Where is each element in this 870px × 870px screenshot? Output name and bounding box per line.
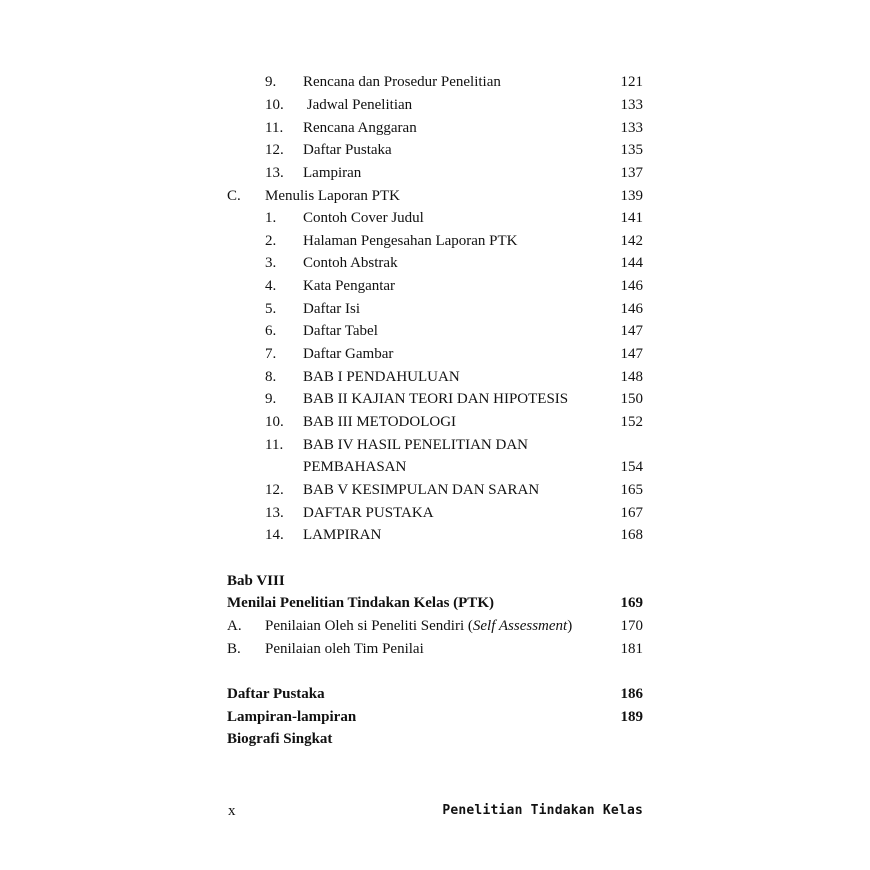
entry-number: 9. xyxy=(265,391,277,407)
entry-title: Contoh Abstrak xyxy=(303,255,398,271)
entry-title: Daftar Gambar xyxy=(303,346,394,362)
entry-page: 146 xyxy=(620,301,643,317)
toc-entry xyxy=(0,117,870,139)
entry-title: Kata Pengantar xyxy=(303,278,396,294)
entry-page: 147 xyxy=(620,323,643,339)
toc-section xyxy=(0,615,870,637)
entry-title: BAB III METODOLOGI xyxy=(303,414,457,430)
entry-number: 10. xyxy=(265,97,284,113)
section-page: 181 xyxy=(620,641,643,657)
chapter-heading xyxy=(0,570,870,592)
entry-page: 133 xyxy=(620,97,643,113)
toc-entry xyxy=(0,524,870,546)
end-entry-page: 186 xyxy=(620,686,643,702)
entry-page: 152 xyxy=(620,414,643,430)
toc-entry xyxy=(0,162,870,184)
entry-page: 154 xyxy=(620,459,643,475)
entry-number: 7. xyxy=(265,346,277,362)
chapter-page: 169 xyxy=(620,595,643,611)
entry-title: Contoh Cover Judul xyxy=(303,210,424,226)
toc-entry xyxy=(0,411,870,433)
entry-page: 150 xyxy=(620,391,643,407)
entry-page: 137 xyxy=(620,165,643,181)
end-entry xyxy=(0,683,870,705)
entry-number: 11. xyxy=(265,120,284,136)
entry-number: 13. xyxy=(265,505,284,521)
section-letter: B. xyxy=(227,641,241,657)
entry-page: 148 xyxy=(620,369,643,385)
toc-entry xyxy=(0,366,870,388)
end-entry xyxy=(0,728,870,750)
entry-number: 5. xyxy=(265,301,277,317)
entry-number: 10. xyxy=(265,414,284,430)
section-title-text: Penilaian Oleh si Peneliti Sendiri ( xyxy=(265,618,473,634)
toc-entry xyxy=(0,502,870,524)
entry-title: BAB I PENDAHULUAN xyxy=(303,369,460,385)
toc-entry xyxy=(0,207,870,229)
entry-number: 2. xyxy=(265,233,277,249)
entry-page: 146 xyxy=(620,278,643,294)
entry-number: 8. xyxy=(265,369,277,385)
section-title: Menulis Laporan PTK xyxy=(265,188,400,204)
end-entry xyxy=(0,706,870,728)
toc-entry xyxy=(0,71,870,93)
toc-entry xyxy=(0,275,870,297)
section-page: 139 xyxy=(620,188,643,204)
section-letter: C. xyxy=(227,188,241,204)
section-title-close: ) xyxy=(567,618,573,634)
entry-page: 147 xyxy=(620,346,643,362)
entry-number: 11. xyxy=(265,437,284,453)
entry-page: 168 xyxy=(620,527,643,543)
chapter-title: Menilai Penelitian Tindakan Kelas (PTK) xyxy=(227,595,494,611)
toc-entry xyxy=(0,139,870,161)
entry-title: Lampiran xyxy=(303,165,362,181)
entry-title: Daftar Tabel xyxy=(303,323,378,339)
entry-title: BAB V KESIMPULAN DAN SARAN xyxy=(303,482,540,498)
end-entry-title: Daftar Pustaka xyxy=(227,686,325,702)
entry-number: 12. xyxy=(265,482,284,498)
entry-title: Rencana Anggaran xyxy=(303,120,417,136)
entry-title: BAB II KAJIAN TEORI DAN HIPOTESIS xyxy=(303,391,569,407)
entry-number: 4. xyxy=(265,278,277,294)
entry-title: BAB IV HASIL PENELITIAN DAN xyxy=(303,437,528,453)
entry-page: 165 xyxy=(620,482,643,498)
toc-entry-continued xyxy=(0,456,870,478)
section-page: 170 xyxy=(620,618,643,634)
toc-section xyxy=(0,185,870,207)
toc-entry xyxy=(0,343,870,365)
toc-entry xyxy=(0,388,870,410)
entry-page: 135 xyxy=(620,142,643,158)
end-entry-page: 189 xyxy=(620,709,643,725)
end-entry-title: Lampiran-lampiran xyxy=(227,709,357,725)
entry-number: 3. xyxy=(265,255,277,271)
entry-page: 167 xyxy=(620,505,643,521)
running-footer-title: Penelitian Tindakan Kelas xyxy=(442,803,643,818)
section-title: Penilaian oleh Tim Penilai xyxy=(265,641,424,657)
section-letter: A. xyxy=(227,618,242,634)
entry-title: Jadwal Penelitian xyxy=(303,97,413,113)
entry-number: 14. xyxy=(265,527,284,543)
toc-section xyxy=(0,638,870,660)
entry-number: 1. xyxy=(265,210,277,226)
chapter-label: Bab VIII xyxy=(227,573,285,589)
entry-title: Daftar Pustaka xyxy=(303,142,392,158)
entry-number: 9. xyxy=(265,74,277,90)
toc-entry xyxy=(0,298,870,320)
entry-title: DAFTAR PUSTAKA xyxy=(303,505,434,521)
entry-title-continued: PEMBAHASAN xyxy=(303,459,407,475)
entry-page: 142 xyxy=(620,233,643,249)
entry-page: 141 xyxy=(620,210,643,226)
section-title-italic: Self Assessment xyxy=(472,618,568,634)
entry-page: 121 xyxy=(620,74,643,90)
toc-entry xyxy=(0,479,870,501)
entry-page: 133 xyxy=(620,120,643,136)
entry-number: 13. xyxy=(265,165,284,181)
toc-entry xyxy=(0,434,870,456)
toc-entry xyxy=(0,230,870,252)
entry-title: Halaman Pengesahan Laporan PTK xyxy=(303,233,518,249)
page-number: x xyxy=(228,803,236,819)
toc-entry xyxy=(0,252,870,274)
entry-page: 144 xyxy=(620,255,643,271)
entry-number: 12. xyxy=(265,142,284,158)
entry-title: Rencana dan Prosedur Penelitian xyxy=(303,74,501,90)
entry-number: 6. xyxy=(265,323,277,339)
toc-entry xyxy=(0,320,870,342)
chapter-title-row xyxy=(0,592,870,614)
end-entry-title: Biografi Singkat xyxy=(227,731,333,747)
section-title xyxy=(265,615,572,637)
toc-entry xyxy=(0,94,870,116)
entry-title: LAMPIRAN xyxy=(303,527,382,543)
entry-title: Daftar Isi xyxy=(303,301,361,317)
